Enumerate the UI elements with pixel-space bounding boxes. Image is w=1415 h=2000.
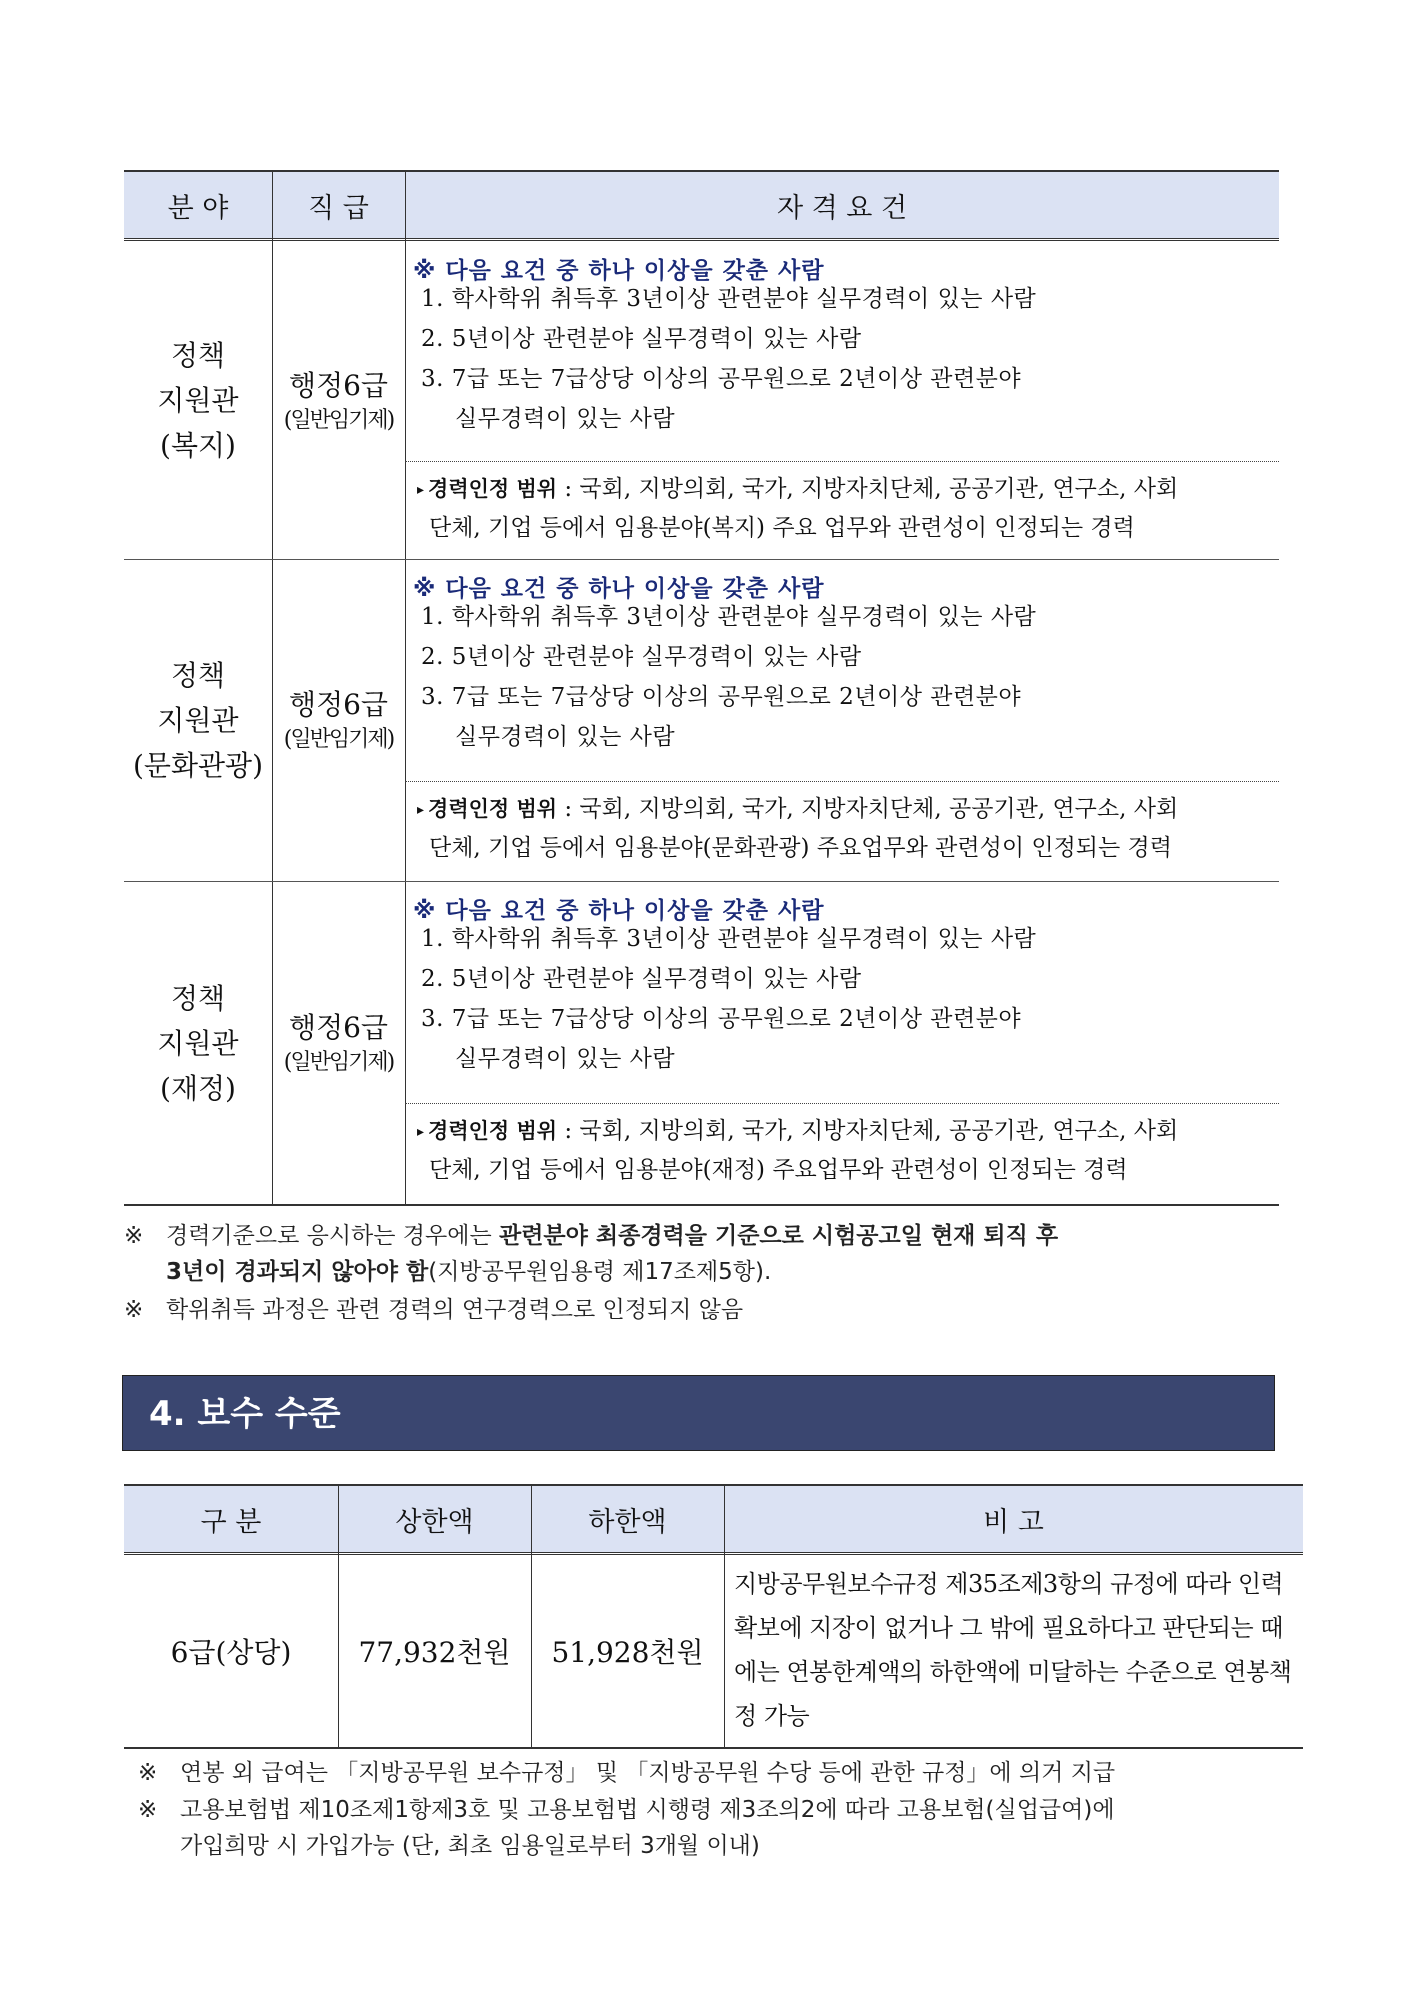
requirement-note: ※ 다음 요건 중 하나 이상을 갖춘 사람 bbox=[413, 898, 825, 924]
section-title: 4. 보수 수준 bbox=[149, 1394, 341, 1434]
dotted-divider bbox=[405, 1103, 1279, 1104]
field-line: (재정) bbox=[160, 1071, 236, 1105]
section-header bbox=[122, 1375, 1275, 1451]
field-cell bbox=[124, 560, 272, 880]
grade-cell bbox=[272, 882, 405, 1204]
note-degree-course bbox=[124, 1294, 743, 1326]
career-scope-label: 경력인정 범위 bbox=[428, 1119, 558, 1143]
requirement-item: 실무경력이 있는 사람 bbox=[455, 724, 676, 750]
header-requirements: 자 격 요 건 bbox=[776, 192, 908, 224]
career-scope-label: 경력인정 범위 bbox=[428, 797, 558, 821]
triangle-bullet-icon: ▸ bbox=[417, 1124, 425, 1140]
requirement-item: 2. 5년이상 관련분야 실무경력이 있는 사람 bbox=[421, 966, 862, 992]
grade-cell bbox=[272, 560, 405, 880]
note-bold-text: 3년이 경과되지 않아야 함 bbox=[166, 1259, 429, 1285]
field-cell bbox=[124, 882, 272, 1204]
field-line: (복지) bbox=[160, 429, 236, 462]
reference-mark-icon: ※ bbox=[124, 1297, 144, 1323]
note-text: 고용보험법 제10조제1항제3호 및 고용보험법 시행령 제3조의2에 따라 고용보험(실업급여)에 bbox=[180, 1797, 1115, 1823]
grade-subtext: (일반임기제) bbox=[283, 727, 394, 752]
header-remarks: 비 고 bbox=[983, 1506, 1044, 1538]
note-employment-insurance bbox=[138, 1794, 1115, 1826]
qualification-table bbox=[124, 170, 1279, 1206]
career-scope bbox=[417, 790, 1259, 867]
requirement-item: 2. 5년이상 관련분야 실무경력이 있는 사람 bbox=[421, 326, 862, 352]
career-scope bbox=[417, 1112, 1259, 1189]
salary-table bbox=[124, 1484, 1303, 1749]
field-line: 지원관 bbox=[157, 384, 239, 417]
cell-grade: 6급(상당) bbox=[170, 1636, 292, 1669]
career-scope-text: : 국회, 지방의회, 국가, 지방자치단체, 공공기관, 연구소, 사회 bbox=[557, 796, 1179, 822]
note-text: 가입희망 시 가입가능 (단, 최초 임용일로부터 3개월 이내) bbox=[180, 1833, 760, 1859]
table-header-rule bbox=[124, 1552, 1303, 1555]
table-header-rule bbox=[124, 238, 1279, 241]
cell-remark: 지방공무원보수규정 제35조제3항의 규정에 따라 인력확보에 지장이 없거나 그 밖에 필요하다고 판단되는 때에는 연봉한계액의 하한액에 미달하는 수준으로 연봉책정 가능 bbox=[734, 1570, 1292, 1730]
career-scope-label: 경력인정 범위 bbox=[428, 477, 558, 501]
requirement-note: ※ 다음 요건 중 하나 이상을 갖춘 사람 bbox=[413, 258, 825, 284]
requirement-item: 3. 7급 또는 7급상당 이상의 공무원으로 2년이상 관련분야 bbox=[421, 684, 1022, 710]
reference-mark-icon: ※ bbox=[124, 1223, 144, 1249]
field-line: 지원관 bbox=[157, 1026, 239, 1060]
triangle-bullet-icon: ▸ bbox=[417, 802, 425, 818]
dotted-divider bbox=[405, 781, 1279, 782]
field-line: 정책 bbox=[170, 339, 226, 372]
triangle-bullet-icon: ▸ bbox=[417, 482, 425, 498]
header-grade: 직 급 bbox=[308, 192, 369, 224]
note-bold-text: 관련분야 최종경력을 기준으로 시험공고일 현재 퇴직 후 bbox=[499, 1223, 1059, 1249]
grade-cell bbox=[272, 242, 405, 559]
requirements-cell bbox=[405, 882, 1279, 1204]
table-bottom-rule bbox=[124, 1204, 1279, 1206]
career-scope-text: : 국회, 지방의회, 국가, 지방자치단체, 공공기관, 연구소, 사회 bbox=[557, 1118, 1179, 1144]
reference-mark-icon: ※ bbox=[138, 1797, 158, 1823]
career-scope-text: 단체, 기업 등에서 임용분야(복지) 주요 업무와 관련성이 인정되는 경력 bbox=[429, 515, 1135, 541]
requirement-note: ※ 다음 요건 중 하나 이상을 갖춘 사람 bbox=[413, 576, 825, 602]
table-bottom-rule bbox=[124, 1747, 1303, 1749]
grade-text: 행정6급 bbox=[289, 1011, 388, 1044]
career-scope-text: : 국회, 지방의회, 국가, 지방자치단체, 공공기관, 연구소, 사회 bbox=[557, 476, 1179, 502]
note-text: 연봉 외 급여는 「지방공무원 보수규정」 및 「지방공무원 수당 등에 관한 규정」에 의거 지급 bbox=[180, 1760, 1116, 1786]
field-line: 정책 bbox=[170, 658, 226, 692]
field-line: 정책 bbox=[170, 981, 226, 1015]
cell-upper-limit: 77,932천원 bbox=[358, 1636, 511, 1669]
career-scope bbox=[417, 470, 1259, 547]
grade-subtext: (일반임기제) bbox=[283, 1050, 394, 1075]
requirement-item: 1. 학사학위 취득후 3년이상 관련분야 실무경력이 있는 사람 bbox=[421, 926, 1037, 952]
cell-lower-limit: 51,928천원 bbox=[551, 1636, 704, 1669]
requirements-cell bbox=[405, 560, 1279, 880]
reference-mark-icon: ※ bbox=[138, 1760, 158, 1786]
note-text: 학위취득 과정은 관련 경력의 연구경력으로 인정되지 않음 bbox=[166, 1297, 744, 1323]
table-row bbox=[124, 242, 1279, 559]
field-line: 지원관 bbox=[157, 703, 239, 737]
note-other-pay bbox=[138, 1757, 1115, 1789]
field-line: (문화관광) bbox=[132, 748, 264, 782]
requirement-item: 3. 7급 또는 7급상당 이상의 공무원으로 2년이상 관련분야 bbox=[421, 1006, 1022, 1032]
header-category: 구 분 bbox=[200, 1506, 262, 1538]
grade-text: 행정6급 bbox=[289, 368, 388, 402]
note-career-criteria-cont bbox=[124, 1256, 771, 1288]
table-row bbox=[124, 882, 1279, 1204]
note-career-criteria bbox=[124, 1220, 1058, 1252]
requirement-item: 1. 학사학위 취득후 3년이상 관련분야 실무경력이 있는 사람 bbox=[421, 604, 1037, 630]
career-scope-text: 단체, 기업 등에서 임용분야(문화관광) 주요업무와 관련성이 인정되는 경력 bbox=[429, 835, 1172, 861]
requirement-item: 실무경력이 있는 사람 bbox=[455, 406, 676, 432]
requirement-item: 2. 5년이상 관련분야 실무경력이 있는 사람 bbox=[421, 644, 862, 670]
requirement-item: 3. 7급 또는 7급상당 이상의 공무원으로 2년이상 관련분야 bbox=[421, 366, 1022, 392]
dotted-divider bbox=[405, 461, 1279, 462]
note-employment-insurance-cont bbox=[180, 1830, 760, 1862]
requirement-item: 실무경력이 있는 사람 bbox=[455, 1046, 676, 1072]
note-text: (지방공무원임용령 제17조제5항). bbox=[428, 1259, 772, 1285]
grade-subtext: (일반임기제) bbox=[283, 407, 394, 433]
note-text: 경력기준으로 응시하는 경우에는 bbox=[166, 1223, 499, 1249]
header-upper-limit: 상한액 bbox=[395, 1506, 474, 1538]
table-row bbox=[124, 560, 1279, 880]
requirements-cell bbox=[405, 242, 1279, 559]
header-field: 분 야 bbox=[167, 192, 229, 224]
career-scope-text: 단체, 기업 등에서 임용분야(재정) 주요업무와 관련성이 인정되는 경력 bbox=[429, 1157, 1128, 1183]
requirement-item: 1. 학사학위 취득후 3년이상 관련분야 실무경력이 있는 사람 bbox=[421, 286, 1037, 312]
header-lower-limit: 하한액 bbox=[588, 1506, 667, 1538]
grade-text: 행정6급 bbox=[289, 688, 388, 721]
field-cell bbox=[124, 242, 272, 559]
